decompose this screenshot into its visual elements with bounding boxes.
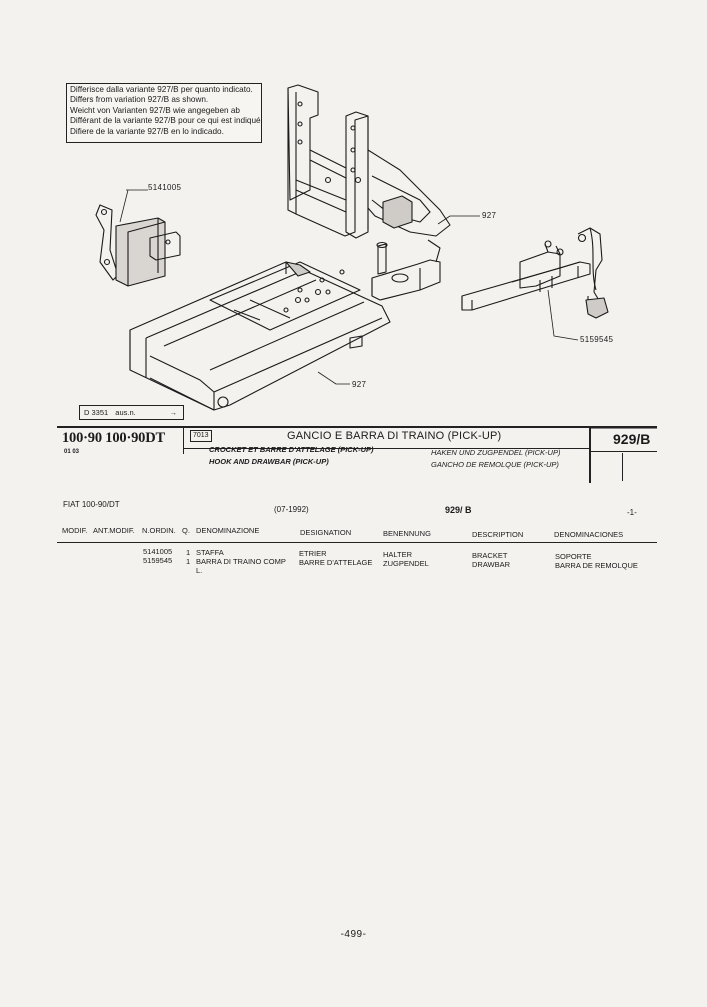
column-header: DENOMINACIONES	[554, 530, 624, 539]
table-cell-german: HALTER	[383, 550, 413, 559]
pickup-base-part	[130, 262, 390, 410]
table-cell-spanish: BARRA DE REMOLQUE	[555, 561, 638, 570]
table-cell-qty: 1	[186, 557, 191, 566]
listing-date: (07-1992)	[274, 505, 309, 514]
column-header: DESIGNATION	[300, 528, 352, 537]
group-code-badge: 7013	[190, 430, 212, 442]
table-cell-english: BRACKET	[472, 551, 508, 560]
page-footer-number: -499-	[340, 929, 367, 940]
model-sub-codes: 01 03	[64, 449, 80, 455]
listing-model: FIAT 100-90/DT	[63, 500, 120, 509]
title-spanish: GANCHO DE REMOLQUE (PICK-UP)	[431, 460, 559, 469]
listing-page-number: -1-	[627, 508, 637, 517]
table-cell-french: BARRE D'ATTELAGE	[299, 558, 373, 567]
arrow-right-icon: →	[169, 408, 177, 417]
callout-pickup-base: 927	[352, 380, 367, 389]
section-title: GANCIO E BARRA DI TRAINO (PICK-UP)	[287, 430, 502, 442]
page-code: 929/B	[613, 431, 651, 447]
header-right-rule	[590, 451, 657, 452]
drawbar-part	[462, 228, 608, 318]
table-cell-english: DRAWBAR	[472, 560, 511, 569]
table-header-rule	[57, 542, 657, 543]
header-divider	[183, 428, 184, 454]
column-header: DESCRIPTION	[472, 530, 524, 539]
table-cell-qty: 1	[186, 548, 191, 557]
column-header: ANT.MODIF.	[93, 526, 135, 535]
table-cell-german: ZUGPENDEL	[383, 559, 429, 568]
drawing-reference-box	[79, 405, 184, 420]
table-cell-spanish: SOPORTE	[555, 552, 592, 561]
variant-note-line-en: Differs from variation 927/B as shown.	[70, 95, 209, 105]
callout-hitch-top: 927	[482, 211, 497, 220]
table-cell-french: ETRIER	[299, 549, 327, 558]
column-header: DENOMINAZIONE	[196, 526, 260, 535]
table-cell-italian: STAFFA	[196, 548, 224, 557]
callout-drawbar: 5159545	[580, 335, 614, 344]
variant-note-line-de: Weicht von Varianten 927/B wie angegeben ab	[70, 105, 240, 115]
header-divider	[622, 453, 623, 481]
table-cell-italian-cont: L.	[196, 566, 203, 575]
column-header: Q.	[182, 526, 190, 535]
table-cell-part-number: 5159545	[143, 556, 173, 565]
callout-bracket: 5141005	[148, 183, 182, 192]
listing-ref: 929/ B	[445, 505, 472, 515]
title-english: HOOK AND DRAWBAR (PICK-UP)	[209, 457, 329, 466]
title-german: HAKEN UND ZUGPENDEL (PICK-UP)	[431, 448, 561, 457]
table-cell-italian: BARRA DI TRAINO COMP	[196, 557, 286, 566]
column-header: BENENNUNG	[383, 529, 431, 538]
drawing-code: D 3351	[84, 408, 109, 417]
leader-lines	[120, 190, 578, 384]
column-header: N.ORDIN.	[142, 526, 176, 535]
drawing-suffix: aus.n.	[115, 408, 136, 417]
header-divider	[589, 428, 591, 483]
title-french: CROCKET ET BARRE D'ATTELAGE (PICK-UP)	[209, 445, 374, 454]
column-header: MODIF.	[62, 526, 88, 535]
model-names: 100·90 100·90DT	[62, 430, 165, 446]
variant-note-box	[66, 83, 262, 143]
bracket-part	[96, 205, 180, 286]
table-cell-part-number: 5141005	[143, 547, 173, 556]
variant-note-line-it: Differisce dalla variante 927/B per quanto indicato.	[70, 85, 253, 94]
variant-note-line-fr: Différant de la variante 927/B pour ce qui est indiqué.	[70, 116, 263, 126]
header-top-rule	[57, 426, 657, 428]
variant-note-line-es: Difiere de la variante 927/B en lo indicado.	[70, 126, 224, 136]
